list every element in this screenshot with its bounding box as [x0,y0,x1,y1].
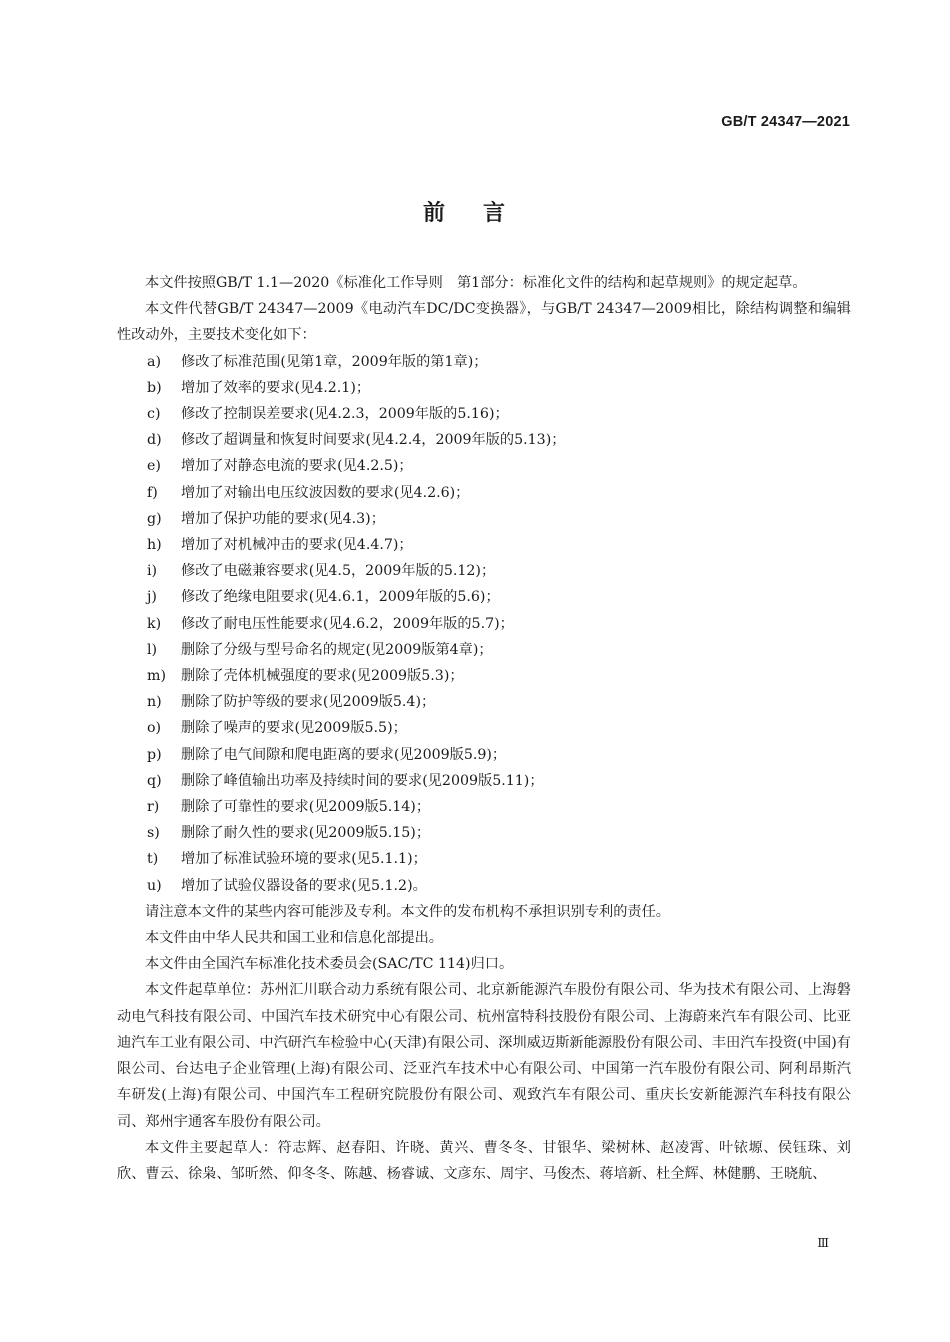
patent-notice: 请注意本文件的某些内容可能涉及专利。本文件的发布机构不承担识别专利的责任。 [145,903,670,920]
list-item [117,532,851,558]
changes-list [117,349,851,899]
list-item [117,375,851,401]
list-item-text: 删除了电气间隙和爬电距离的要求(见2009版5.9)； [181,746,507,763]
list-marker: f) [147,484,158,501]
list-item-text: 删除了耐久性的要求(见2009版5.15)； [181,825,431,842]
list-item-text: 删除了分级与型号命名的规定(见2009版第4章)； [181,641,493,658]
list-marker: m) [147,668,166,685]
list-marker: o) [147,720,162,737]
list-item-text: 增加了对静态电流的要求(见4.2.5)； [181,458,413,475]
list-item-text: 修改了控制误差要求(见4.2.3，2009年版的5.16)； [181,406,509,423]
list-item [117,558,851,584]
list-marker: l) [147,641,158,658]
intro-paragraph: 本文件代替GB/T 24347—2009《电动汽车DC/DC变换器》，与GB/T 24347—2009相比，除结构调整和编辑性改动外，主要技术变化如下： [117,301,851,344]
list-item-text: 修改了绝缘电阻要求(见4.6.1，2009年版的5.6)； [181,589,500,606]
list-marker: h) [147,537,162,554]
list-item [117,715,851,741]
list-item-text: 修改了电磁兼容要求(见4.5，2009年版的5.12)； [181,563,496,580]
committee-paragraph: 本文件由全国汽车标准化技术委员会(SAC/TC 114)归口。 [145,956,514,973]
list-marker: s) [147,825,160,842]
list-item [117,611,851,637]
list-item-text: 增加了保护功能的要求(见4.3)； [181,510,385,527]
list-marker: k) [147,615,162,632]
page-number: Ⅲ [817,1236,828,1250]
list-item-text: 增加了试验仪器设备的要求(见5.1.2)。 [181,877,427,894]
list-marker: j) [147,589,157,606]
page-title: 前言 [422,201,543,226]
list-item-text: 修改了超调量和恢复时间要求(见4.2.4，2009年版的5.13)； [181,432,566,449]
list-marker: t) [147,851,159,868]
list-marker: g) [147,510,162,527]
list-item-text: 删除了峰值输出功率及持续时间的要求(见2009版5.11)； [181,772,544,789]
list-marker: u) [147,877,162,894]
list-item [117,480,851,506]
list-item [117,506,851,532]
list-marker: p) [147,746,162,763]
list-item [117,689,851,715]
list-item-text: 删除了壳体机械强度的要求(见2009版5.3)； [181,668,464,685]
list-marker: d) [147,432,162,449]
list-item [117,453,851,479]
list-item-text: 修改了耐电压性能要求(见4.6.2，2009年版的5.7)； [181,615,514,632]
list-item-text: 增加了对输出电压纹波因数的要求(见4.2.6)； [181,484,470,501]
foreword-body [117,270,851,1187]
list-marker: n) [147,694,162,711]
list-item [117,820,851,846]
list-marker: c) [147,406,161,423]
list-marker: i) [147,563,158,580]
list-marker: a) [147,353,161,370]
proposer-paragraph: 本文件由中华人民共和国工业和信息化部提出。 [145,930,443,947]
drafting-units-paragraph: 本文件起草单位：苏州汇川联合动力系统有限公司、北京新能源汽车股份有限公司、华为技术有限公司、上海磐动电气科技有限公司、中国汽车技术研究中心有限公司、杭州富特科技股份有限公司、上海蔚来汽车有限公司、比亚迪汽车工业有限公司、中汽研汽车检验中心(天津)有限公司、深圳威迈斯新能源股份有限公司、丰田汽车投资(中国)有限公司、台达电子企业管理(上海)有限公司、泛亚汽车技术中心有限公司、中国第一汽车股份有限公司、阿利昂斯汽车研发(上海)有限公司、中国汽车工程研究院股份有限公司、观致汽车有限公司、重庆长安新能源汽车科技有限公司、郑州宇通客车股份有限公司。 [117,982,851,1130]
list-item-text: 增加了效率的要求(见4.2.1)； [181,379,371,396]
list-item-text: 修改了标准范围(见第1章，2009年版的第1章)； [181,353,488,370]
list-item [117,427,851,453]
list-item-text: 删除了防护等级的要求(见2009版5.4)； [181,694,436,711]
drafters-paragraph: 本文件主要起草人：符志辉、赵春阳、许晓、黄兴、曹冬冬、甘银华、梁树林、赵凌霄、叶铱塬、侯钰珠、刘欣、曹云、徐枭、邹昕然、仰冬冬、陈越、杨睿诚、文彦东、周宇、马俊杰、蒋培新、杜全辉、林健鹏、王晓航、 [117,1139,851,1182]
list-item [117,873,851,899]
list-item [117,401,851,427]
list-item [117,794,851,820]
list-marker: b) [147,379,162,396]
list-marker: q) [147,772,162,789]
list-item-text: 增加了对机械冲击的要求(见4.4.7)； [181,537,413,554]
list-marker: r) [147,799,160,816]
list-item [117,663,851,689]
list-item-text: 增加了标准试验环境的要求(见5.1.1)； [181,851,427,868]
list-item-text: 删除了噪声的要求(见2009版5.5)； [181,720,407,737]
list-item [117,584,851,610]
list-item [117,768,851,794]
list-item [117,637,851,663]
list-item-text: 删除了可靠性的要求(见2009版5.14)； [181,799,431,816]
list-item [117,349,851,375]
standard-code: GB/T 24347—2021 [721,114,850,130]
list-item [117,742,851,768]
list-item [117,846,851,872]
list-marker: e) [147,458,161,475]
intro-paragraph: 本文件按照GB/T 1.1—2020《标准化工作导则 第1部分：标准化文件的结构和起草规则》的规定起草。 [145,275,807,291]
